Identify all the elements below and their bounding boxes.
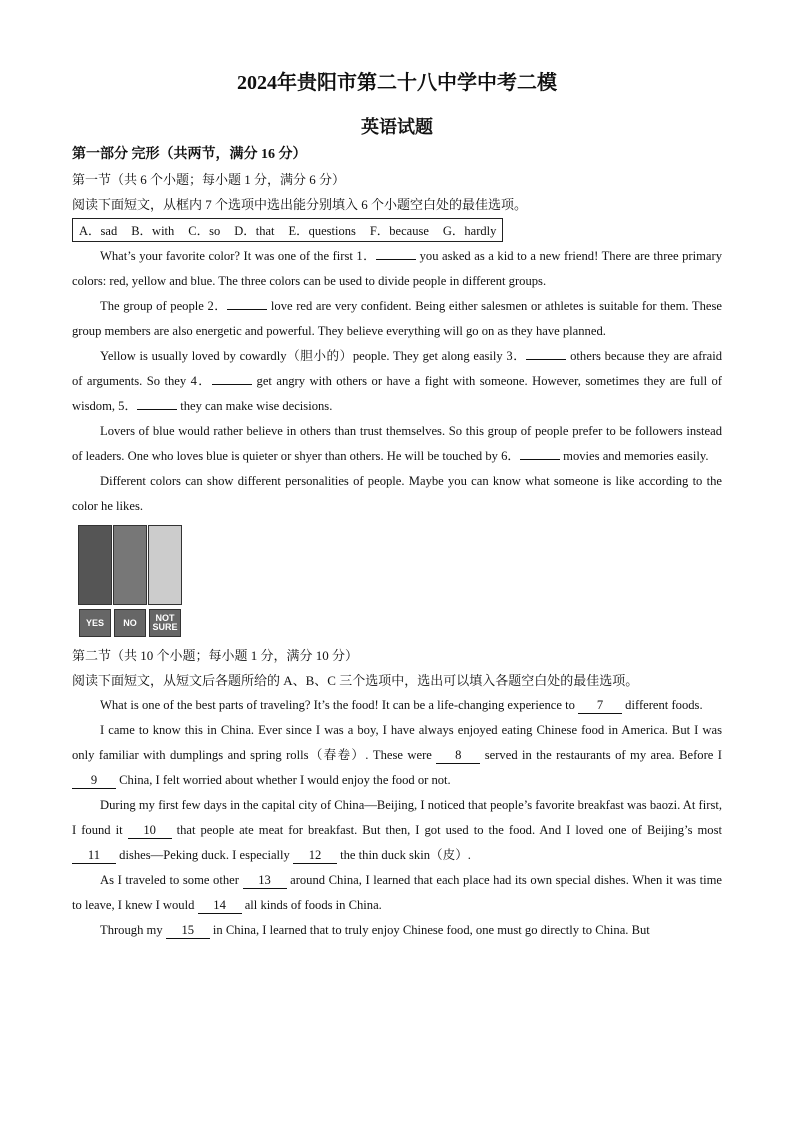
vote-bar: [78, 525, 112, 605]
numbered-blank[interactable]: 11: [72, 847, 116, 864]
exam-page: [72, 62, 722, 943]
numbered-blank[interactable]: 8: [436, 747, 480, 764]
option-a: A．sad: [79, 224, 118, 238]
numbered-blank[interactable]: 7: [578, 697, 622, 714]
passage1-paragraph: Different colors can show different personalities of people. Maybe you can know what someone is like according to the color he likes.: [72, 474, 722, 513]
part1-heading: 第一部分 完形（共两节，满分 16 分）: [72, 147, 307, 162]
vote-illustration: [79, 525, 722, 637]
option-d: D．that: [234, 224, 275, 238]
numbered-blank[interactable]: 12: [293, 847, 337, 864]
passage2-paragraph: What is one of the best parts of traveling? It’s the food! It can be a life-changing experience to 7 different foods.: [100, 698, 703, 712]
passage1-paragraph: What’s your favorite color? It was one of the first 1． you asked as a kid to a new friend! There are three primary colors: red, yellow and blue. The three colors can be used to divide people in different groups.: [72, 249, 722, 288]
passage2-paragraph: During my first few days in the capital city of China—Beijing, I noticed that people’s favorite breakfast was baozi. At first, I found it 10 that people ate meat for breakfast. But then, I got used to the food. And I loved one of Beijing’s most 11 dishes—Peking duck. I especially 12 the thin duck skin（皮）.: [72, 798, 722, 862]
exam-title: 2024年贵阳市第二十八中学中考二模: [237, 72, 557, 94]
numbered-blank[interactable]: 10: [128, 822, 172, 839]
answer-blank[interactable]: [137, 409, 177, 410]
option-e: E．questions: [288, 224, 356, 238]
option-f: F．because: [369, 224, 429, 238]
numbered-blank[interactable]: 13: [243, 872, 287, 889]
passage1-paragraph: Yellow is usually loved by cowardly（胆小的）people. They get along easily 3． others because they are afraid of arguments. So they 4． get angry with others or have a fight with someone. However, sometimes they are full of wisdom, 5． they can make wise decisions.: [72, 349, 723, 413]
options-box: [72, 218, 503, 242]
numbered-blank[interactable]: 15: [166, 922, 210, 939]
passage2-paragraph: As I traveled to some other 13 around China, I learned that each place had its own special dishes. When it was time to leave, I knew I would 14 all kinds of foods in China.: [72, 873, 723, 912]
answer-blank[interactable]: [526, 359, 566, 360]
option-g: G．hardly: [442, 224, 497, 238]
section1-heading: 第一节（共 6 个小题；每小题 1 分，满分 6 分）: [72, 172, 346, 187]
numbered-blank[interactable]: 9: [72, 772, 116, 789]
answer-blank[interactable]: [376, 259, 416, 260]
vote-bar: [113, 525, 147, 605]
section2-heading: 第二节（共 10 个小题；每小题 1 分，满分 10 分）: [72, 648, 359, 663]
answer-blank[interactable]: [520, 459, 560, 460]
numbered-blank[interactable]: 14: [198, 897, 242, 914]
passage2-paragraph: Through my 15 in China, I learned that to truly enjoy Chinese food, one must go directly to China. But: [100, 923, 650, 937]
passage2-paragraph: I came to know this in China. Ever since I was a boy, I have always enjoyed eating Chinese food in America. But I was only familiar with dumplings and spring rolls（春卷）. These were 8 served in the restaurants of my area. Before I 9 China, I felt worried about whether I would enjoy the food or not.: [72, 723, 722, 787]
section1-instruction: 阅读下面短文，从框内 7 个选项中选出能分别填入 6 个小题空白处的最佳选项。: [72, 197, 528, 212]
answer-blank[interactable]: [227, 309, 267, 310]
exam-subtitle: 英语试题: [361, 117, 433, 137]
passage1-paragraph: Lovers of blue would rather believe in others than trust themselves. So this group of people prefer to be followers instead of leaders. One who loves blue is quieter or shyer than others. He will be touched by 6． movies and memories easily.: [72, 424, 722, 463]
vote-bar: [148, 525, 182, 605]
answer-blank[interactable]: [212, 384, 252, 385]
option-c: C．so: [188, 224, 221, 238]
section2-instruction: 阅读下面短文，从短文后各题所给的 A、B、C 三个选项中，选出可以填入各题空白处的最佳选项。: [72, 673, 639, 688]
option-b: B．with: [131, 224, 175, 238]
passage1-paragraph: The group of people 2． love red are very confident. Being either salesmen or athletes is suitable for them. These group members are also energetic and powerful. They believe everything will go on as they have planned.: [72, 299, 722, 338]
no-button: NO: [114, 609, 146, 637]
not-sure-button: NOT SURE: [149, 609, 181, 637]
yes-button: YES: [79, 609, 111, 637]
